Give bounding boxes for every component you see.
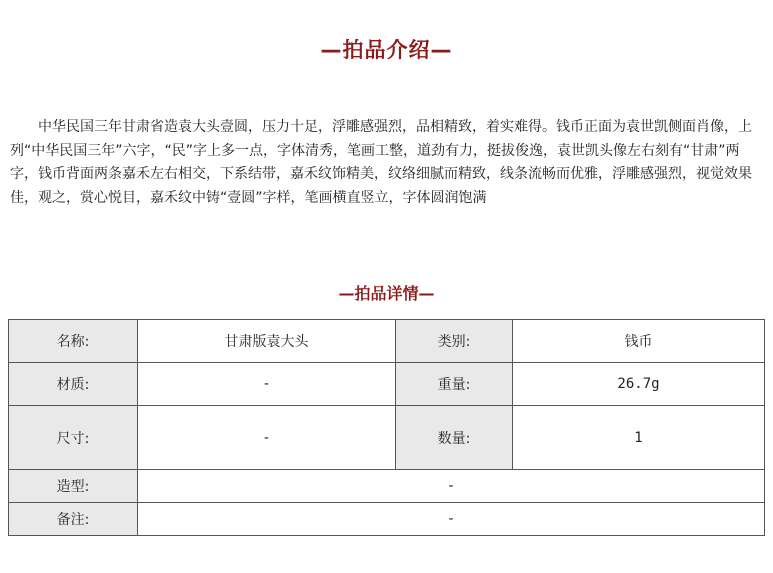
quantity-label: 数量: [396,406,513,470]
category-label: 类别: [396,320,513,363]
details-table [8,319,765,536]
details-section-title: —拍品详情— [338,284,435,303]
shape-label: 造型: [9,470,138,503]
material-label: 材质: [9,363,138,406]
quantity-value: 1 [513,406,765,470]
size-label: 尺寸: [9,406,138,470]
size-value: - [138,406,396,470]
table-row [9,363,765,406]
table-row [9,503,765,536]
table-row [9,406,765,470]
intro-section-title: —拍品介绍— [320,38,453,62]
name-value: 甘肃版袁大头 [138,320,396,363]
item-description: 中华民国三年甘肃省造袁大头壹圆，压力十足，浮雕感强烈，品相精致，着实难得。钱币正面为袁世凯侧面肖像，上列“中华民国三年”六字，“民”字上多一点，字体清秀，笔画工整，道劲有力，挺拔俊逸，袁世凯头像左右刻有“甘肃”两字，钱币背面两条嘉禾左右相交，下系结带，嘉禾纹饰精美，纹络细腻而精致，线条流畅而优雅，浮雕感强烈，视觉效果佳，观之，赏心悦目，嘉禾纹中铸“壹圆”字样，笔画横直竖立，字体圆润饱满 [10,119,752,206]
weight-value: 26.7g [513,363,765,406]
shape-value: - [138,470,765,503]
remarks-label: 备注: [9,503,138,536]
table-row [9,470,765,503]
remarks-value: - [138,503,765,536]
material-value: - [138,363,396,406]
table-row [9,320,765,363]
weight-label: 重量: [396,363,513,406]
name-label: 名称: [9,320,138,363]
category-value: 钱币 [513,320,765,363]
